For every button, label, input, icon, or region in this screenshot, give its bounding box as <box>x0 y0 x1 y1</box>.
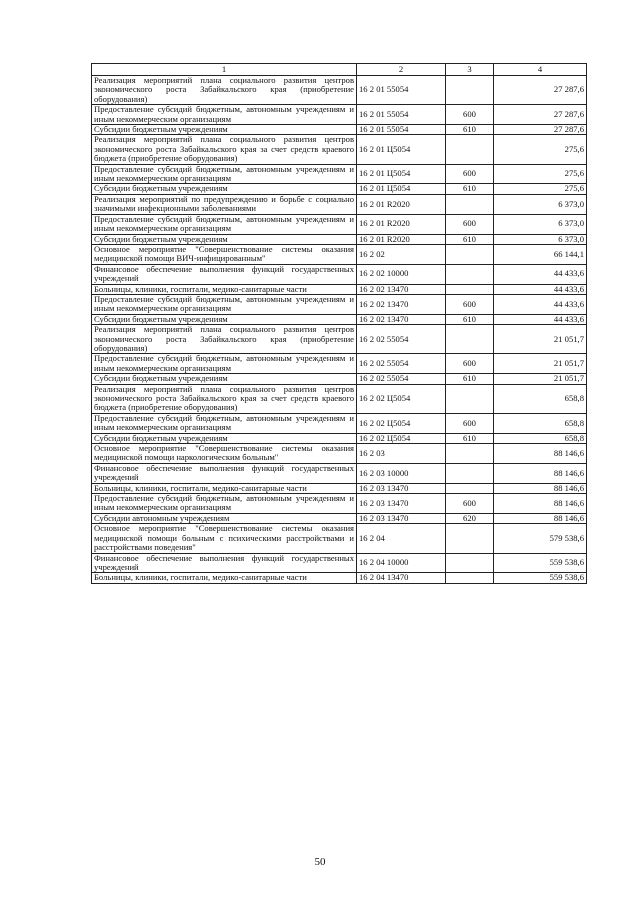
row-type-cell <box>446 325 494 354</box>
row-type-cell: 620 <box>446 513 494 523</box>
row-code-cell: 16 2 02 10000 <box>357 264 446 284</box>
row-name-cell: Субсидии бюджетным учреждениям <box>92 125 357 135</box>
table-row <box>92 135 587 164</box>
column-2-header: 2 <box>357 64 446 76</box>
row-type-cell <box>446 444 494 464</box>
row-code-cell: 16 2 01 R2020 <box>357 214 446 234</box>
row-name-cell: Реализация мероприятий плана социального развития центров экономического роста Забайкальского края (приобретение оборудования) <box>92 76 357 105</box>
row-amount-cell: 6 373,0 <box>494 234 587 244</box>
row-amount-cell: 88 146,6 <box>494 513 587 523</box>
row-type-cell <box>446 194 494 214</box>
row-type-cell <box>446 384 494 413</box>
row-amount-cell: 275,6 <box>494 135 587 164</box>
row-type-cell <box>446 135 494 164</box>
row-amount-cell: 559 538,6 <box>494 573 587 583</box>
row-code-cell: 16 2 01 R2020 <box>357 194 446 214</box>
row-type-cell <box>446 524 494 553</box>
table-row <box>92 164 587 184</box>
row-type-cell: 610 <box>446 374 494 384</box>
row-amount-cell: 658,8 <box>494 384 587 413</box>
column-4-header: 4 <box>494 64 587 76</box>
row-name-cell: Субсидии бюджетным учреждениям <box>92 234 357 244</box>
row-code-cell: 16 2 03 <box>357 444 446 464</box>
row-name-cell: Больницы, клиники, госпитали, медико-санитарные части <box>92 284 357 294</box>
row-name-cell: Основное мероприятие "Совершенствование системы оказания медицинской помощи наркологическим больным" <box>92 444 357 464</box>
row-type-cell: 610 <box>446 125 494 135</box>
row-type-cell <box>446 463 494 483</box>
row-name-cell: Предоставление субсидий бюджетным, автономным учреждениям и иным некоммерческим организациям <box>92 413 357 433</box>
table-body <box>92 76 587 584</box>
budget-table <box>91 63 587 584</box>
table-row <box>92 264 587 284</box>
row-code-cell: 16 2 03 13470 <box>357 494 446 514</box>
row-code-cell: 16 2 02 Ц5054 <box>357 384 446 413</box>
row-name-cell: Субсидии бюджетным учреждениям <box>92 184 357 194</box>
row-name-cell: Предоставление субсидий бюджетным, автономным учреждениям и иным некоммерческим организациям <box>92 214 357 234</box>
table-row <box>92 524 587 553</box>
table-row <box>92 194 587 214</box>
table-row <box>92 384 587 413</box>
table-row <box>92 244 587 264</box>
row-code-cell: 16 2 02 Ц5054 <box>357 433 446 443</box>
table-row <box>92 314 587 324</box>
row-name-cell: Больницы, клиники, госпитали, медико-санитарные части <box>92 573 357 583</box>
row-amount-cell: 27 287,6 <box>494 125 587 135</box>
row-amount-cell: 88 146,6 <box>494 483 587 493</box>
row-amount-cell: 44 433,6 <box>494 264 587 284</box>
table-row <box>92 184 587 194</box>
table-row <box>92 105 587 125</box>
row-name-cell: Реализация мероприятий плана социального развития центров экономического роста Забайкальского края за счет средств краевого бюджета (приобретение оборудования) <box>92 135 357 164</box>
row-amount-cell: 21 051,7 <box>494 354 587 374</box>
row-code-cell: 16 2 02 13470 <box>357 284 446 294</box>
row-name-cell: Реализация мероприятий плана социального развития центров экономического роста Забайкальского края (приобретение оборудования) <box>92 325 357 354</box>
row-code-cell: 16 2 01 Ц5054 <box>357 184 446 194</box>
row-amount-cell: 88 146,6 <box>494 444 587 464</box>
row-code-cell: 16 2 02 55054 <box>357 374 446 384</box>
table-row <box>92 284 587 294</box>
page-number: 50 <box>314 856 326 868</box>
row-name-cell: Финансовое обеспечение выполнения функций государственных учреждений <box>92 553 357 573</box>
row-code-cell: 16 2 02 13470 <box>357 294 446 314</box>
row-code-cell: 16 2 02 55054 <box>357 325 446 354</box>
row-code-cell: 16 2 01 55054 <box>357 76 446 105</box>
row-name-cell: Основное мероприятие "Совершенствование системы оказания медицинской помощи больным с психическими расстройствами и расстройствами поведения" <box>92 524 357 553</box>
row-name-cell: Финансовое обеспечение выполнения функций государственных учреждений <box>92 264 357 284</box>
row-amount-cell: 658,8 <box>494 433 587 443</box>
row-type-cell: 600 <box>446 214 494 234</box>
table-row <box>92 513 587 523</box>
row-amount-cell: 21 051,7 <box>494 374 587 384</box>
row-amount-cell: 275,6 <box>494 184 587 194</box>
row-name-cell: Больницы, клиники, госпитали, медико-санитарные части <box>92 483 357 493</box>
table-row <box>92 483 587 493</box>
row-type-cell <box>446 483 494 493</box>
table-row <box>92 374 587 384</box>
row-code-cell: 16 2 01 R2020 <box>357 234 446 244</box>
row-name-cell: Субсидии автономным учреждениям <box>92 513 357 523</box>
row-code-cell: 16 2 02 13470 <box>357 314 446 324</box>
row-type-cell: 600 <box>446 164 494 184</box>
row-code-cell: 16 2 04 <box>357 524 446 553</box>
table-row <box>92 125 587 135</box>
table-row <box>92 214 587 234</box>
table-row <box>92 433 587 443</box>
row-amount-cell: 6 373,0 <box>494 194 587 214</box>
row-name-cell: Предоставление субсидий бюджетным, автономным учреждениям и иным некоммерческим организациям <box>92 105 357 125</box>
row-type-cell <box>446 264 494 284</box>
row-amount-cell: 579 538,6 <box>494 524 587 553</box>
row-type-cell <box>446 573 494 583</box>
row-name-cell: Предоставление субсидий бюджетным, автономным учреждениям и иным некоммерческим организациям <box>92 164 357 184</box>
row-type-cell: 600 <box>446 413 494 433</box>
row-code-cell: 16 2 04 10000 <box>357 553 446 573</box>
row-code-cell: 16 2 03 10000 <box>357 463 446 483</box>
table-row <box>92 294 587 314</box>
column-1-header: 1 <box>92 64 357 76</box>
table-row <box>92 553 587 573</box>
column-3-header: 3 <box>446 64 494 76</box>
row-amount-cell: 21 051,7 <box>494 325 587 354</box>
table-row <box>92 573 587 583</box>
row-code-cell: 16 2 01 55054 <box>357 105 446 125</box>
column-number-row <box>92 64 587 76</box>
row-name-cell: Предоставление субсидий бюджетным, автономным учреждениям и иным некоммерческим организациям <box>92 354 357 374</box>
row-code-cell: 16 2 02 55054 <box>357 354 446 374</box>
table-row <box>92 234 587 244</box>
row-name-cell: Финансовое обеспечение выполнения функций государственных учреждений <box>92 463 357 483</box>
table-row <box>92 444 587 464</box>
row-name-cell: Реализация мероприятий по предупреждению и борьбе с социально значимыми инфекционными заболеваниями <box>92 194 357 214</box>
table-row <box>92 354 587 374</box>
row-type-cell: 610 <box>446 234 494 244</box>
row-type-cell <box>446 553 494 573</box>
row-type-cell: 610 <box>446 184 494 194</box>
row-amount-cell: 27 287,6 <box>494 105 587 125</box>
row-amount-cell: 44 433,6 <box>494 284 587 294</box>
row-type-cell: 600 <box>446 105 494 125</box>
table-row <box>92 463 587 483</box>
row-amount-cell: 88 146,6 <box>494 463 587 483</box>
row-type-cell <box>446 244 494 264</box>
row-code-cell: 16 2 03 13470 <box>357 483 446 493</box>
row-code-cell: 16 2 04 13470 <box>357 573 446 583</box>
table-row <box>92 494 587 514</box>
row-type-cell: 600 <box>446 354 494 374</box>
row-code-cell: 16 2 01 Ц5054 <box>357 135 446 164</box>
row-type-cell <box>446 76 494 105</box>
row-code-cell: 16 2 01 Ц5054 <box>357 164 446 184</box>
row-code-cell: 16 2 02 <box>357 244 446 264</box>
row-name-cell: Субсидии бюджетным учреждениям <box>92 314 357 324</box>
row-name-cell: Субсидии бюджетным учреждениям <box>92 433 357 443</box>
row-name-cell: Субсидии бюджетным учреждениям <box>92 374 357 384</box>
row-amount-cell: 44 433,6 <box>494 294 587 314</box>
row-amount-cell: 27 287,6 <box>494 76 587 105</box>
row-name-cell: Реализация мероприятий плана социального развития центров экономического роста Забайкальского края за счет средств краевого бюджета (приобретение оборудования) <box>92 384 357 413</box>
row-name-cell: Предоставление субсидий бюджетным, автономным учреждениям и иным некоммерческим организациям <box>92 294 357 314</box>
row-type-cell: 610 <box>446 433 494 443</box>
row-amount-cell: 44 433,6 <box>494 314 587 324</box>
row-type-cell: 610 <box>446 314 494 324</box>
table-row <box>92 413 587 433</box>
row-type-cell: 600 <box>446 494 494 514</box>
row-name-cell: Основное мероприятие "Совершенствование системы оказания медицинской помощи ВИЧ-инфицированным" <box>92 244 357 264</box>
row-name-cell: Предоставление субсидий бюджетным, автономным учреждениям и иным некоммерческим организациям <box>92 494 357 514</box>
table-row <box>92 76 587 105</box>
row-amount-cell: 275,6 <box>494 164 587 184</box>
row-amount-cell: 658,8 <box>494 413 587 433</box>
row-amount-cell: 88 146,6 <box>494 494 587 514</box>
row-type-cell <box>446 284 494 294</box>
row-code-cell: 16 2 01 55054 <box>357 125 446 135</box>
row-type-cell: 600 <box>446 294 494 314</box>
table-row <box>92 325 587 354</box>
row-amount-cell: 6 373,0 <box>494 214 587 234</box>
row-amount-cell: 559 538,6 <box>494 553 587 573</box>
row-code-cell: 16 2 02 Ц5054 <box>357 413 446 433</box>
row-amount-cell: 66 144,1 <box>494 244 587 264</box>
row-code-cell: 16 2 03 13470 <box>357 513 446 523</box>
